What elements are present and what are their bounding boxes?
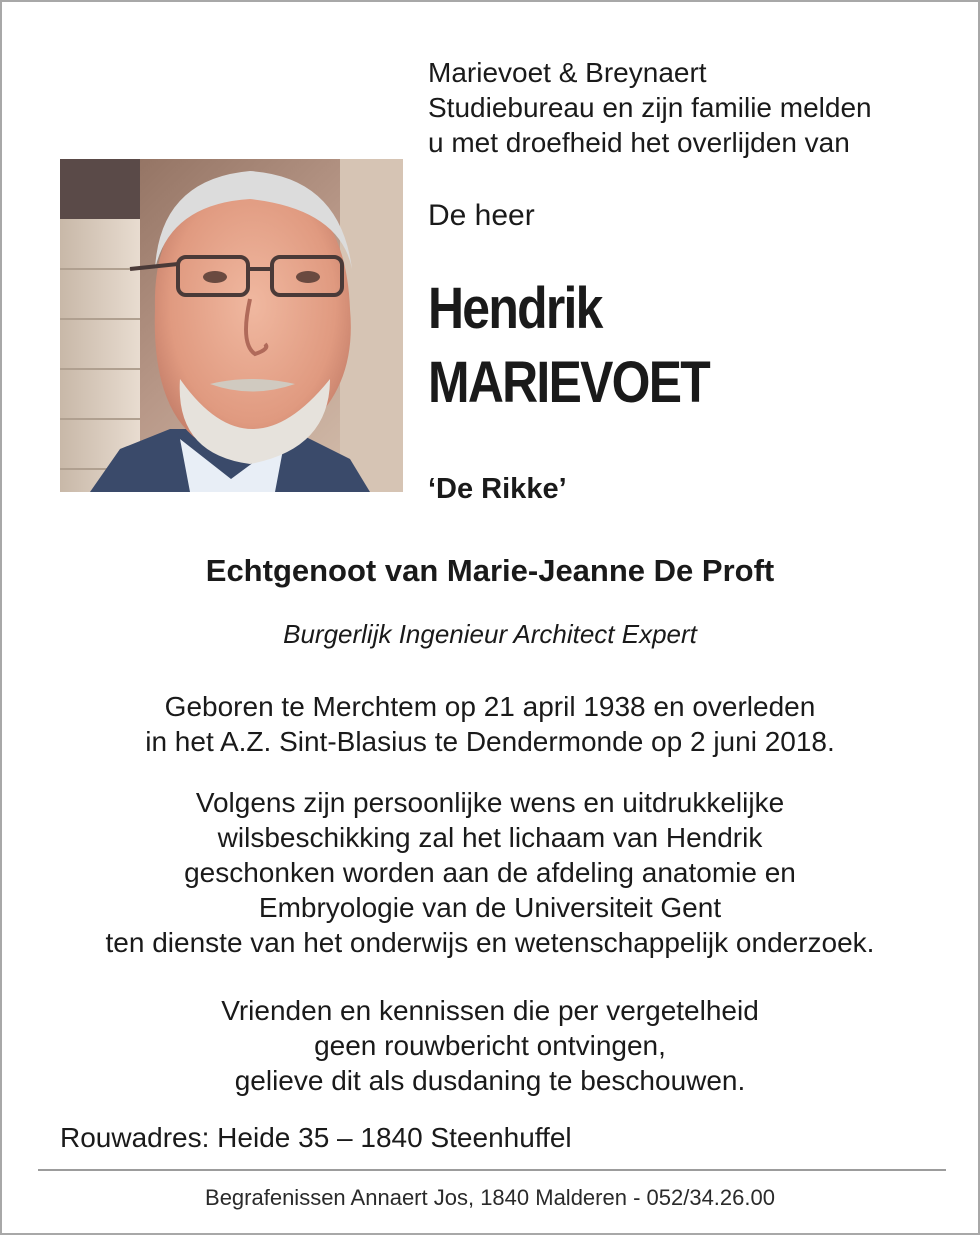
body-donation-text <box>2 785 978 960</box>
wish-line: Volgens zijn persoonlijke wens en uitdrukkelijke <box>195 787 785 818</box>
wish-line: wilsbeschikking zal het lichaam van Hendrik <box>217 822 763 853</box>
intro-text <box>428 55 872 160</box>
portrait-photo <box>60 159 403 492</box>
friends-line: Vrienden en kennissen die per vergetelheid <box>221 995 759 1026</box>
intro-line: u met droefheid het overlijden van <box>428 127 850 158</box>
last-name: MARIEVOET <box>428 350 710 415</box>
intro-line: Studiebureau en zijn familie melden <box>428 92 872 123</box>
friends-line: gelieve dit als dusdaning te beschouwen. <box>234 1065 746 1096</box>
birth-death-line: in het A.Z. Sint-Blasius te Dendermonde op 2 juni 2018. <box>145 726 835 757</box>
wish-line: ten dienste van het onderwijs en wetenschappelijk onderzoek. <box>105 927 875 958</box>
wish-line: geschonken worden aan de afdeling anatomie en <box>184 857 796 888</box>
nickname: ‘De Rikke’ <box>428 473 567 505</box>
honorific: De heer <box>428 199 535 232</box>
undertaker-footer: Begrafenissen Annaert Jos, 1840 Malderen - 052/34.26.00 <box>205 1185 775 1210</box>
first-name: Hendrik <box>428 276 602 341</box>
friends-line: geen rouwbericht ontvingen, <box>314 1030 666 1061</box>
friends-notice <box>2 993 978 1098</box>
intro-line: Marievoet & Breynaert <box>428 57 707 88</box>
deceased-name <box>428 272 709 420</box>
birth-death-line: Geboren te Merchtem op 21 april 1938 en overleden <box>164 691 816 722</box>
divider <box>38 1169 946 1171</box>
profession: Burgerlijk Ingenieur Architect Expert <box>283 619 697 649</box>
spouse-line: Echtgenoot van Marie-Jeanne De Proft <box>205 553 775 588</box>
mourning-address: Rouwadres: Heide 35 – 1840 Steenhuffel <box>60 1122 572 1153</box>
birth-death-text <box>2 689 978 759</box>
wish-line: Embryologie van de Universiteit Gent <box>258 892 722 923</box>
